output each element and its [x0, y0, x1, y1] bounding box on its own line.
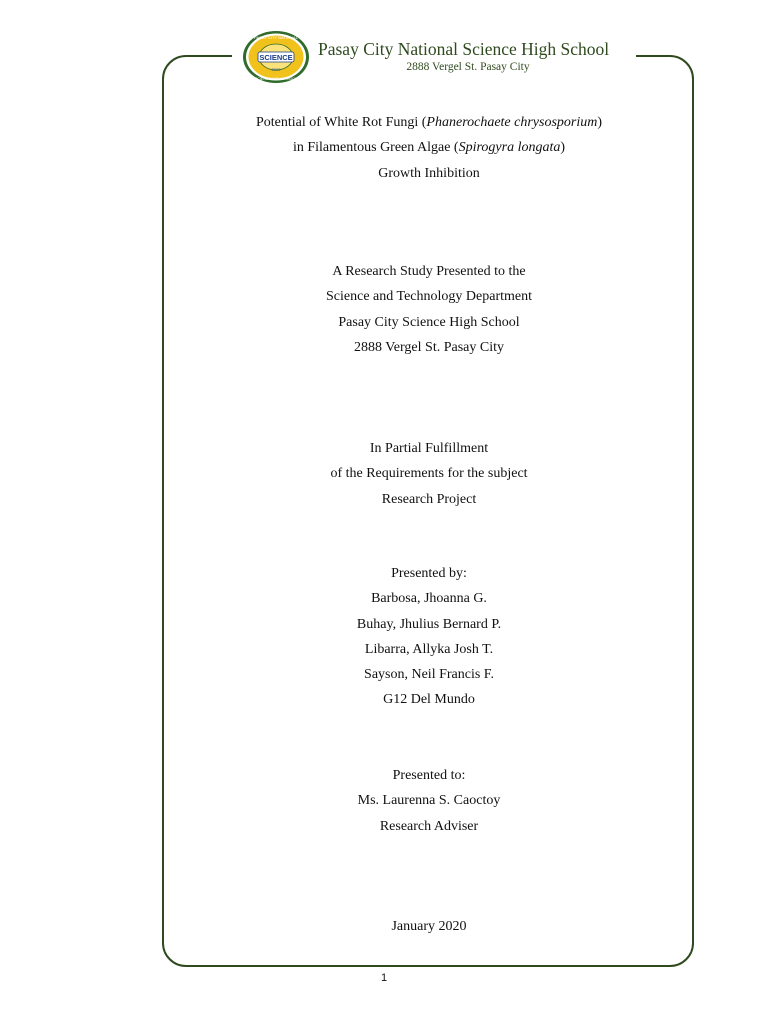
- presented-to-block: [164, 763, 694, 839]
- author-name: Libarra, Allyka Josh T.: [364, 641, 494, 657]
- author-name: Barbosa, Jhoanna G.: [371, 591, 487, 607]
- fulfillment-line: Research Project: [381, 491, 477, 507]
- fulfillment-block: [164, 436, 694, 512]
- presentation-block: [164, 259, 694, 360]
- presentation-line: Pasay City Science High School: [338, 314, 520, 330]
- seal-ring-bottom-text: SCIENCE HIGH SCHOOL: [254, 77, 298, 81]
- author-name: Sayson, Neil Francis F.: [364, 667, 494, 683]
- title-line-2: in Filamentous Green Algae (Spirogyra longata): [292, 140, 566, 156]
- school-seal-logo: [242, 30, 310, 84]
- research-title: [164, 110, 694, 186]
- section-name: G12 Del Mundo: [383, 692, 475, 708]
- page-number: 1: [380, 972, 388, 984]
- school-address: 2888 Vergel St. Pasay City: [406, 61, 530, 73]
- presentation-line: Science and Technology Department: [326, 289, 532, 305]
- school-name: Pasay City National Science High School: [318, 39, 610, 59]
- presented-by-block: [164, 561, 694, 713]
- title-line-1: Potential of White Rot Fungi (Phanerochaete chrysosporium): [255, 115, 603, 130]
- seal-center-text: SCIENCE: [259, 53, 293, 62]
- presentation-line: A Research Study Presented to the: [332, 264, 526, 279]
- seal-year: 2002: [271, 67, 281, 72]
- presented-to-heading: Presented to:: [392, 768, 466, 783]
- fulfillment-line: In Partial Fulfillment: [369, 441, 489, 456]
- presented-by-heading: Presented by:: [391, 566, 467, 581]
- title-line-3: Growth Inhibition: [378, 165, 480, 181]
- adviser-name: Ms. Laurenna S. Caoctoy: [357, 793, 501, 809]
- fulfillment-line: of the Requirements for the subject: [330, 466, 528, 482]
- date: January 2020: [391, 919, 467, 934]
- adviser-role: Research Adviser: [379, 818, 479, 834]
- author-name: Buhay, Jhulius Bernard P.: [356, 616, 502, 632]
- seal-ring-top-text: PASAY CITY NATIONAL: [254, 35, 298, 40]
- presentation-line: 2888 Vergel St. Pasay City: [354, 339, 504, 355]
